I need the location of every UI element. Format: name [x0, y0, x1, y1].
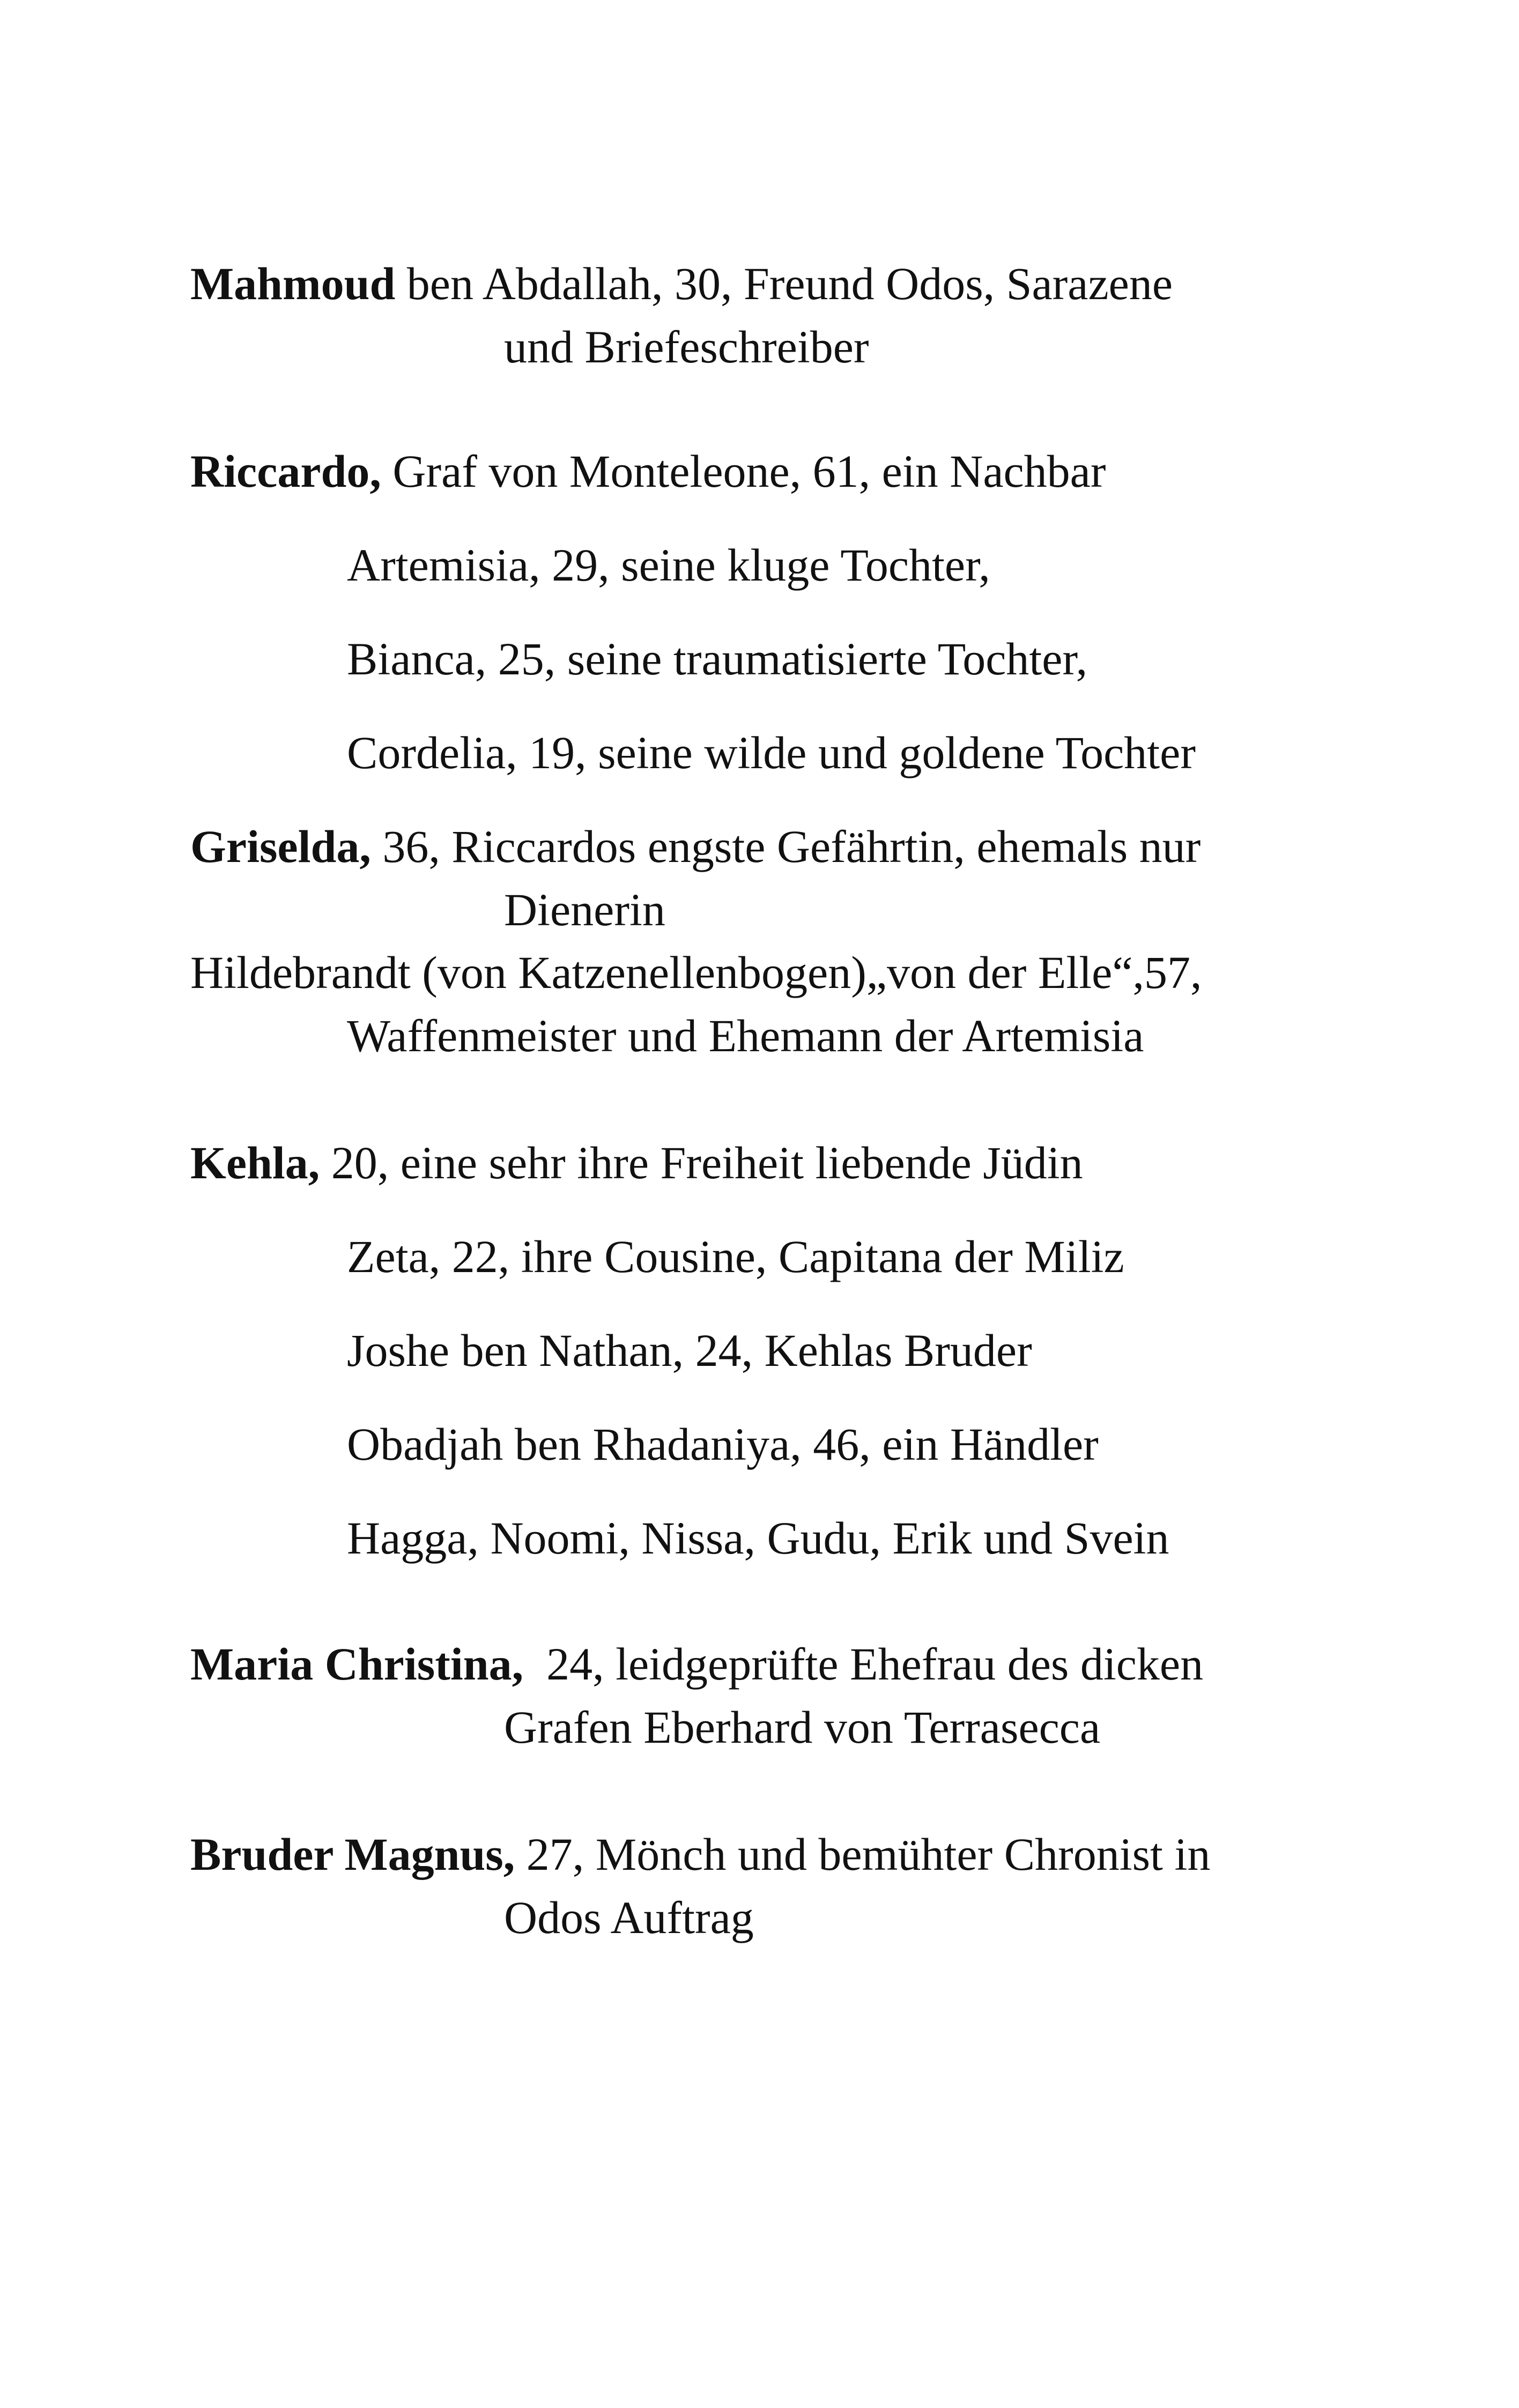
character-entry-artemisia: Artemisia, 29, seine kluge Tochter, — [347, 539, 990, 591]
character-entry-bruder-magnus — [190, 1823, 1370, 1949]
character-name: Kehla, — [190, 1137, 320, 1188]
character-entry-kehla — [190, 1131, 1370, 1194]
character-entry-zeta: Zeta, 22, ihre Cousine, Capitana der Miliz — [347, 1231, 1124, 1282]
character-description-continued: Grafen Eberhard von Terrasecca — [504, 1701, 1101, 1753]
character-name: Mahmoud — [190, 258, 396, 309]
character-name: Griselda, — [190, 821, 371, 872]
character-entry-obadjah: Obadjah ben Rhadaniya, 46, ein Händler — [347, 1418, 1099, 1470]
character-entry-joshe: Joshe ben Nathan, 24, Kehlas Bruder — [347, 1325, 1032, 1376]
character-entry-mahmoud — [190, 252, 1370, 378]
character-description: Hildebrandt (von Katzenellenbogen)„von der Elle“,57, — [190, 947, 1202, 998]
character-description: 20, eine sehr ihre Freiheit liebende Jüdin — [320, 1137, 1083, 1188]
character-description: ben Abdallah, 30, Freund Odos, Sarazene — [395, 258, 1173, 309]
character-entry-hagga-group: Hagga, Noomi, Nissa, Gudu, Erik und Svein — [347, 1512, 1169, 1564]
character-entry-griselda — [190, 815, 1370, 941]
character-entry-hildebrandt — [190, 941, 1370, 1067]
character-description-continued: Waffenmeister und Ehemann der Artemisia — [347, 1010, 1144, 1061]
character-name: Maria Christina, — [190, 1638, 524, 1690]
character-entry-cordelia: Cordelia, 19, seine wilde und goldene Tochter — [347, 727, 1196, 778]
character-entry-riccardo — [190, 440, 1370, 503]
character-description-continued: und Briefeschreiber — [504, 321, 869, 373]
character-name: Riccardo, — [190, 445, 381, 497]
character-description-continued: Dienerin — [504, 884, 665, 935]
character-description: 24, leidgeprüfte Ehefrau des dicken — [523, 1638, 1204, 1690]
character-description-continued: Odos Auftrag — [504, 1892, 754, 1943]
character-entry-maria-christina — [190, 1632, 1370, 1759]
character-name: Bruder Magnus, — [190, 1829, 515, 1880]
character-description: 36, Riccardos engste Gefährtin, ehemals nur — [371, 821, 1201, 872]
character-description: 27, Mönch und bemühter Chronist in — [515, 1829, 1211, 1880]
character-description: Graf von Monteleone, 61, ein Nachbar — [381, 445, 1106, 497]
character-entry-bianca: Bianca, 25, seine traumatisierte Tochter, — [347, 633, 1088, 685]
